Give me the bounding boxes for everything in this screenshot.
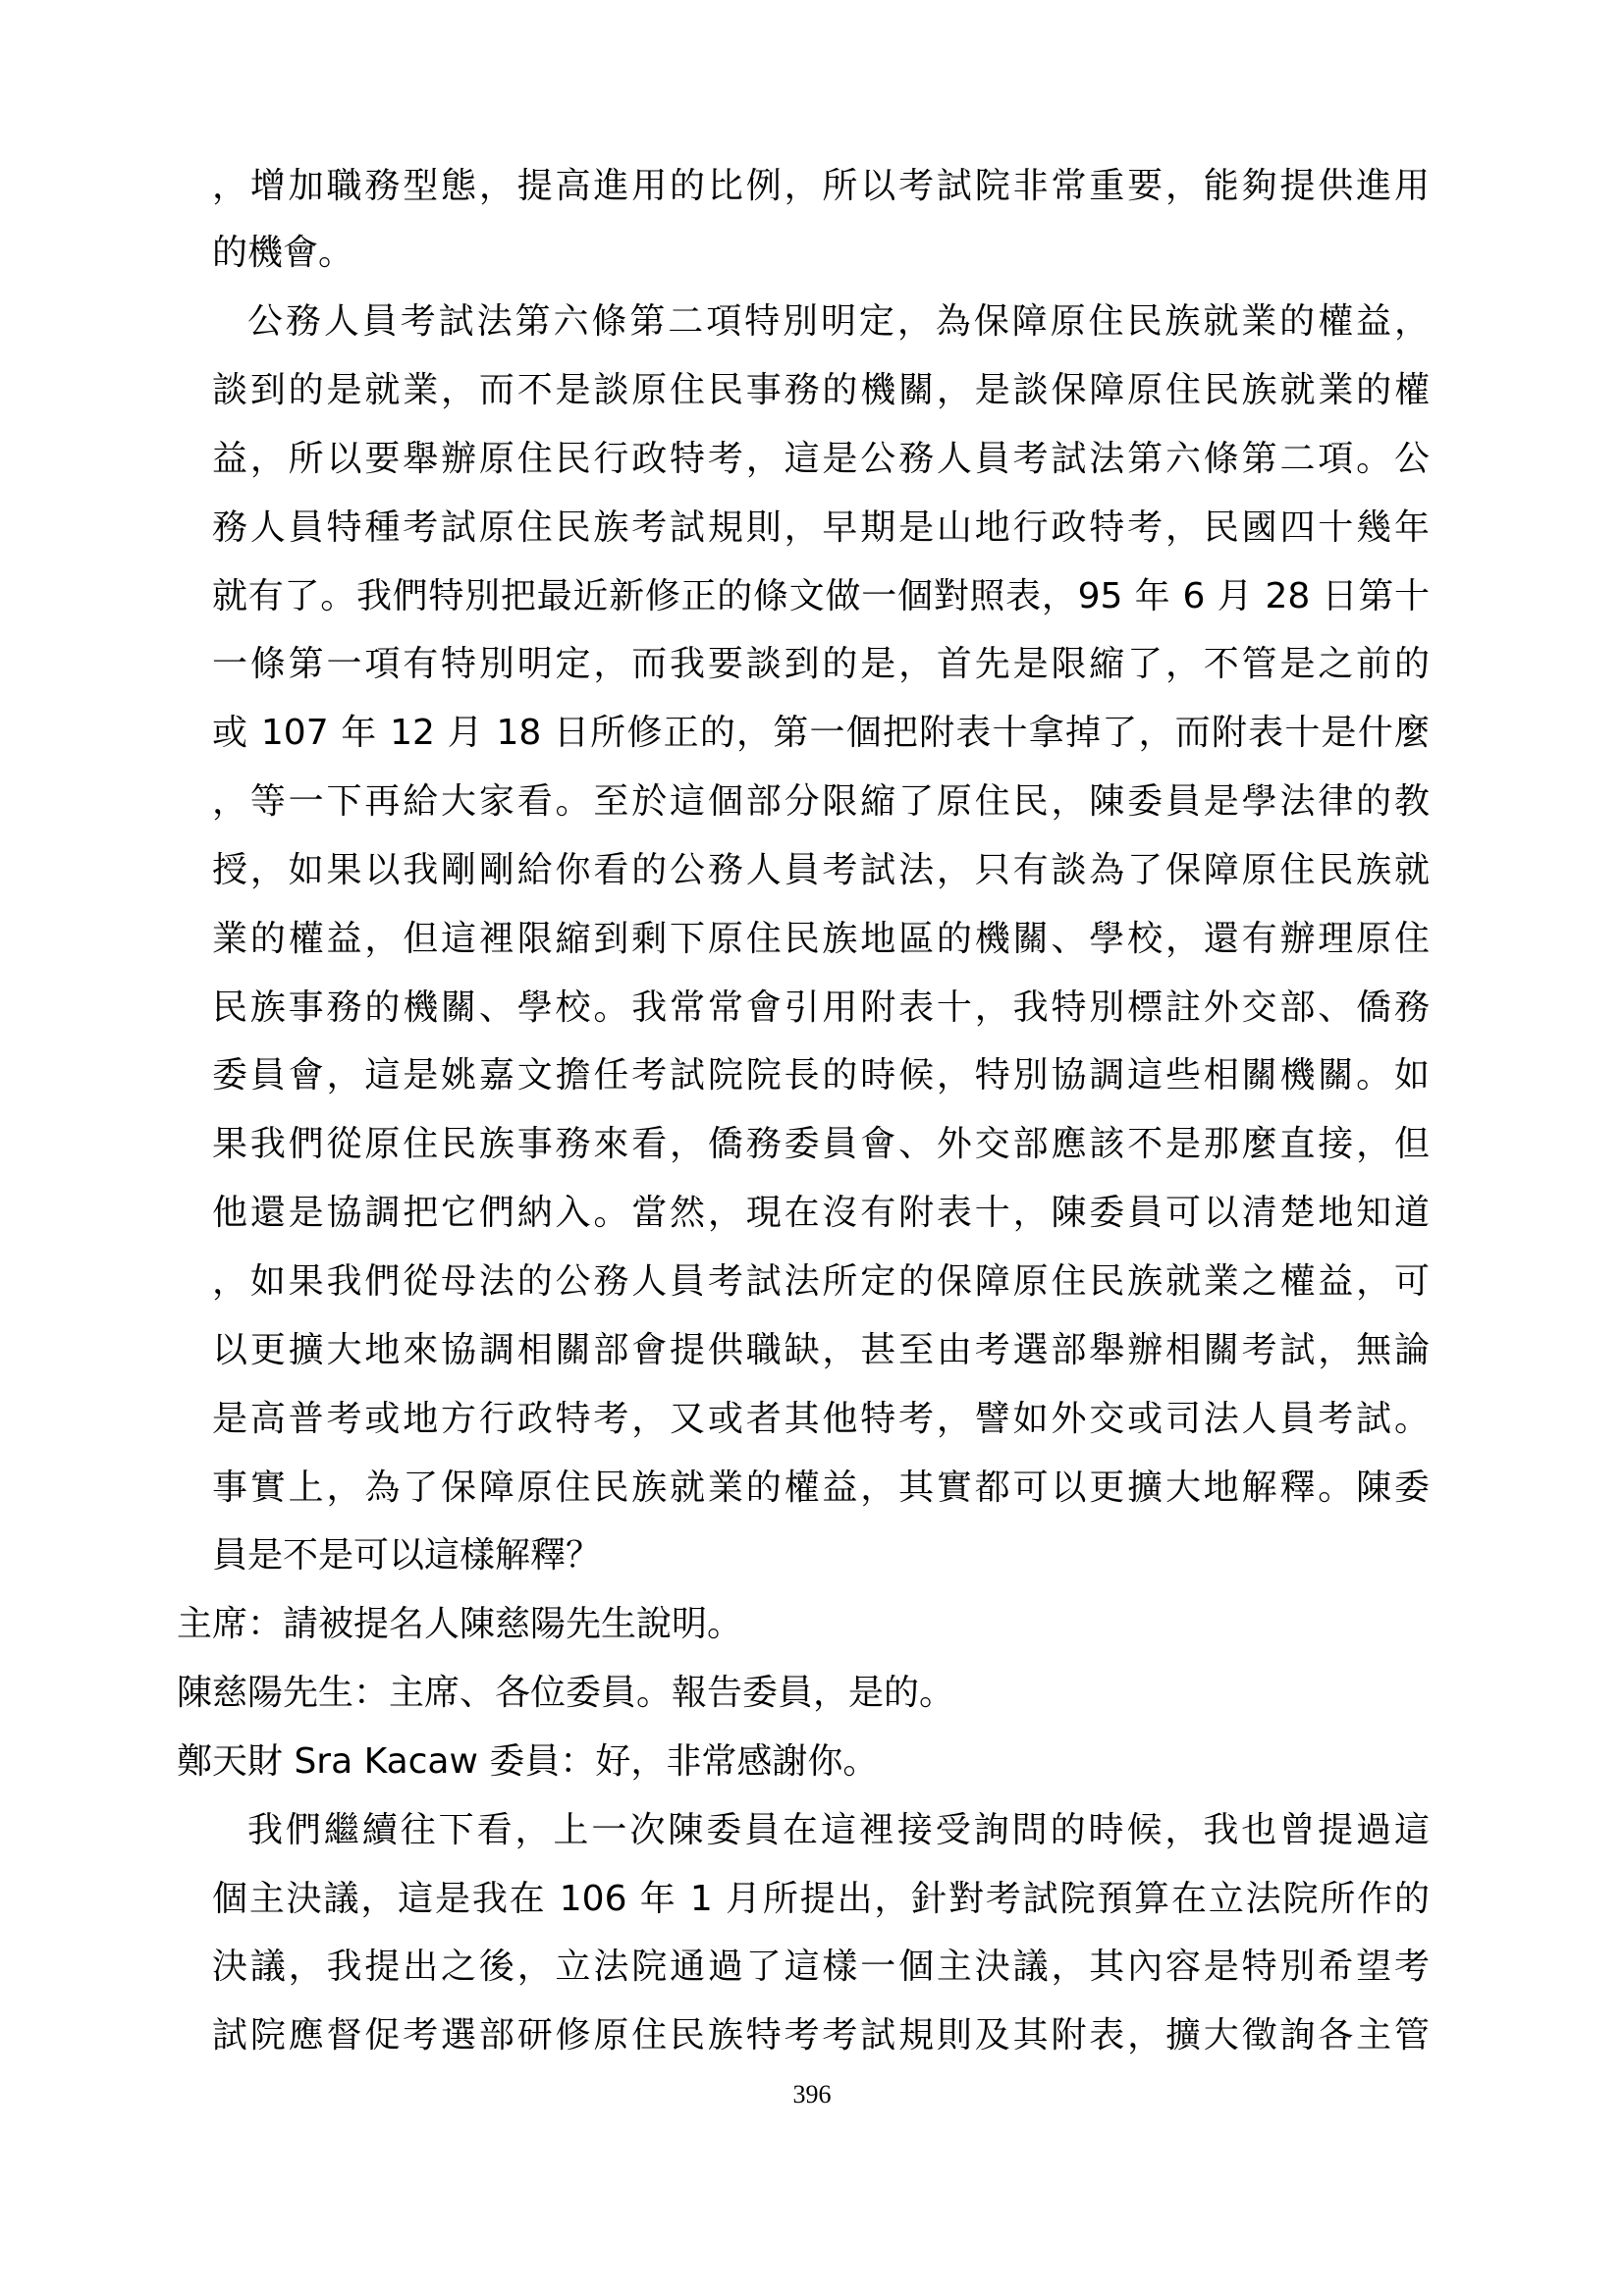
paragraph-line: 一條第一項有特別明定，而我要談到的是，首先是限縮了，不管是之前的 [212, 644, 1430, 684]
paragraph-line: 委員會，這是姚嘉文擔任考試院院長的時候，特別協調這些相關機關。如 [212, 1055, 1430, 1095]
page-number: 396 [792, 2080, 832, 2109]
paragraph-line: 決議，我提出之後，立法院通過了這樣一個主決議，其內容是特別希望考 [212, 1947, 1430, 1987]
paragraph-line: 事實上，為了保障原住民族就業的權益，其實都可以更擴大地解釋。陳委 [212, 1468, 1430, 1508]
paragraph-line: 談到的是就業，而不是談原住民事務的機關，是談保障原住民族就業的權 [212, 370, 1430, 410]
paragraph-line: 務人員特種考試原住民族考試規則，早期是山地行政特考，民國四十幾年 [212, 507, 1430, 548]
paragraph-line: 公務人員考試法第六條第二項特別明定，為保障原住民族就業的權益， [247, 301, 1430, 342]
paragraph-line: 就有了。我們特別把最近新修正的條文做一個對照表，95 年 6 月 28 日第十 [212, 576, 1430, 616]
speaker-line-legislator: 鄭天財 Sra Kacaw 委員：好，非常感謝你。 [177, 1741, 879, 1782]
paragraph-line: 員是不是可以這樣解釋？ [212, 1535, 602, 1575]
paragraph-line: 益，所以要舉辦原住民行政特考，這是公務人員考試法第六條第二項。公 [212, 439, 1430, 479]
paragraph-line: 是高普考或地方行政特考，又或者其他特考，譬如外交或司法人員考試。 [212, 1399, 1430, 1439]
speaker-line-chair: 主席：請被提名人陳慈陽先生說明。 [177, 1604, 743, 1644]
paragraph-line: 業的權益，但這裡限縮到剩下原住民族地區的機關、學校，還有辦理原住 [212, 919, 1430, 959]
paragraph-line: 的機會。 [212, 233, 354, 273]
paragraph-line: 以更擴大地來協調相關部會提供職缺，甚至由考選部舉辦相關考試，無論 [212, 1330, 1430, 1370]
paragraph-line: ，增加職務型態，提高進用的比例，所以考試院非常重要，能夠提供進用 [212, 166, 1430, 206]
paragraph-line: ，如果我們從母法的公務人員考試法所定的保障原住民族就業之權益，可 [212, 1261, 1430, 1302]
paragraph-line: 果我們從原住民族事務來看，僑務委員會、外交部應該不是那麼直接，但 [212, 1124, 1430, 1164]
paragraph-line: 他還是協調把它們納入。當然，現在沒有附表十，陳委員可以清楚地知道 [212, 1193, 1430, 1233]
paragraph-line: 試院應督促考選部研修原住民族特考考試規則及其附表，擴大徵詢各主管 [212, 2015, 1430, 2056]
paragraph-line: ，等一下再給大家看。至於這個部分限縮了原住民，陳委員是學法律的教 [212, 781, 1430, 822]
paragraph-line: 民族事務的機關、學校。我常常會引用附表十，我特別標註外交部、僑務 [212, 988, 1430, 1028]
paragraph-line: 或 107 年 12 月 18 日所修正的，第一個把附表十拿掉了，而附表十是什麼 [212, 713, 1430, 753]
paragraph-line: 個主決議，這是我在 106 年 1 月所提出，針對考試院預算在立法院所作的 [212, 1879, 1430, 1919]
paragraph-line: 我們繼續往下看，上一次陳委員在這裡接受詢問的時候，我也曾提過這 [247, 1810, 1430, 1850]
paragraph-line: 授，如果以我剛剛給你看的公務人員考試法，只有談為了保障原住民族就 [212, 850, 1430, 890]
speaker-line-nominee: 陳慈陽先生：主席、各位委員。報告委員，是的。 [177, 1673, 955, 1713]
